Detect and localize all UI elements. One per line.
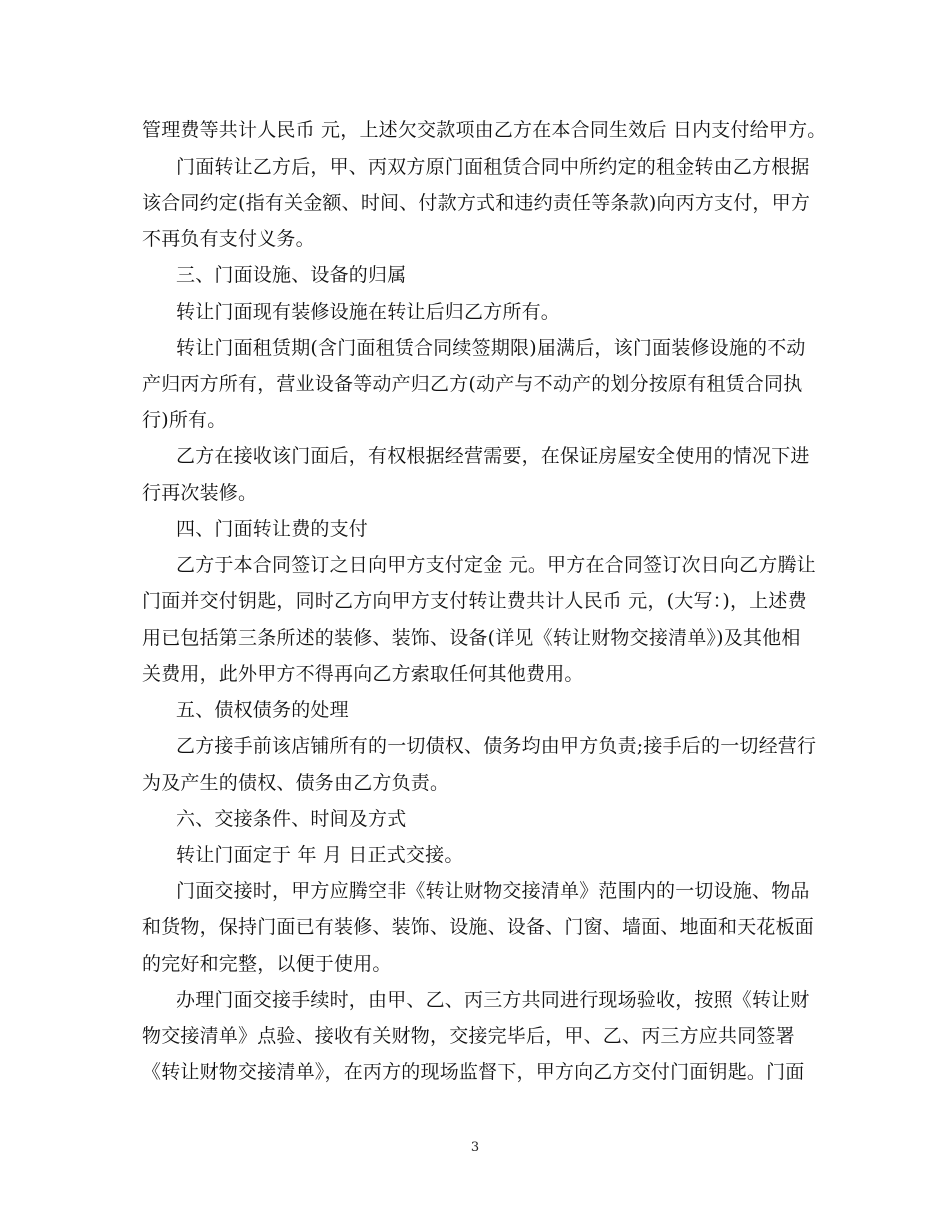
text-line: 物交接清单》点验、接收有关财物，交接完毕后，甲、乙、丙三方应共同签署 [142, 1025, 795, 1047]
text-line: 转让门面租赁期(含门面租赁合同续签期限)届满后，该门面装修设施的不动 [176, 337, 806, 359]
text-line: 门面并交付钥匙，同时乙方向甲方支付转让费共计人民币 元，(大写：)，上述费 [142, 590, 807, 612]
text-line: 关费用，此外甲方不得再向乙方索取任何其他费用。 [142, 663, 584, 685]
text-line: 管理费等共计人民币 元，上述欠交款项由乙方在本合同生效后 日内支付给甲方。 [142, 119, 827, 141]
text-line: 门面转让乙方后，甲、丙双方原门面租赁合同中所约定的租金转由乙方根据 [176, 156, 810, 178]
text-line: 为及产生的债权、债务由乙方负责。 [142, 772, 450, 794]
text-line: 乙方于本合同签订之日向甲方支付定金 元。甲方在合同签订次日向乙方腾让 [176, 554, 816, 576]
text-line: 行再次装修。 [142, 482, 258, 504]
section-heading: 四、门面转让费的支付 [176, 518, 369, 540]
text-line: 乙方在接收该门面后，有权根据经营需要，在保证房屋安全使用的情况下进 [176, 445, 810, 467]
section-heading: 五、债权债务的处理 [176, 699, 349, 721]
text-line: 行)所有。 [142, 409, 227, 431]
text-line: 门面交接时，甲方应腾空非《转让财物交接清单》范围内的一切设施、物品 [176, 880, 810, 902]
text-line: 用已包括第三条所述的装修、装饰、设备(详见《转让财物交接清单》)及其他相 [142, 627, 801, 649]
text-line: 的完好和完整，以便于使用。 [142, 953, 392, 975]
text-line: 转让门面现有装修设施在转让后归乙方所有。 [176, 301, 561, 323]
section-heading: 六、交接条件、时间及方式 [176, 808, 407, 830]
text-line: 不再负有支付义务。 [142, 228, 315, 250]
text-line: 乙方接手前该店铺所有的一切债权、债务均由甲方负责;接手后的一切经营行 [176, 735, 817, 757]
text-line: 转让门面定于 年 月 日正式交接。 [176, 844, 464, 866]
text-line: 产归丙方所有，营业设备等动产归乙方(动产与不动产的划分按原有租赁合同执 [142, 373, 803, 395]
page-number: 3 [470, 1140, 480, 1155]
text-line: 《转让财物交接清单》，在丙方的现场监督下，甲方向乙方交付门面钥匙。门面 [142, 1061, 805, 1083]
text-line: 该合同约定(指有关金额、时间、付款方式和违约责任等条款)向丙方支付，甲方 [142, 192, 811, 214]
section-heading: 三、门面设施、设备的归属 [176, 264, 407, 286]
text-line: 办理门面交接手续时，由甲、乙、丙三方共同进行现场验收，按照《转让财 [176, 989, 810, 1011]
text-line: 和货物，保持门面已有装修、装饰、设施、设备、门窗、墙面、地面和天花板面 [142, 916, 815, 938]
